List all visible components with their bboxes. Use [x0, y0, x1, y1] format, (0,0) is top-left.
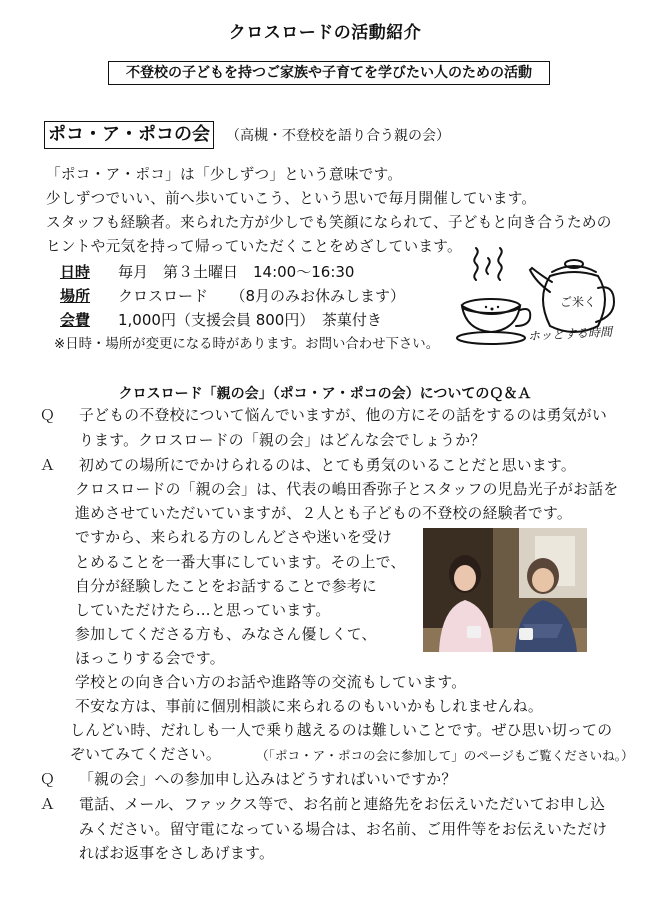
intro-line: 少しずつでいい、前へ歩いていこう、という思いで毎月開催しています。 — [46, 190, 537, 207]
a1-line: 進めさせていただいていますが、２人とも子どもの不登校の経験者です。 — [75, 505, 573, 522]
a1-line: していただけたら…と思っています。 — [75, 602, 331, 619]
info-label-fee: 会費 — [60, 311, 91, 329]
a1-line: ですから、来られる方のしんどさや迷いを受け — [75, 529, 393, 546]
a-mark: Ａ — [40, 457, 56, 474]
section-subtitle: （高槻・不登校を語り合う親の会） — [226, 128, 450, 144]
a1-line: 不安な方は、事前に個別相談に来られるのもいいかもしれませんね。 — [75, 698, 544, 715]
a1-line: ほっこりする会です。 — [75, 650, 225, 667]
a1-line: 初めての場所にでかけられるのは、とても勇気のいることだと思います。 — [79, 457, 577, 474]
info-value-datetime: 毎月 第３土曜日 14:00〜16:30 — [118, 263, 355, 281]
page-subtitle: 不登校の子どもを持つご家族や子育てを学びたい人のための活動 — [108, 61, 550, 85]
a1-line: しんどい時、だれしも一人で乗り越えるのは難しいことです。ぜひ思い切っての — [70, 722, 613, 739]
a1-line: クロスロードの「親の会」は、代表の嶋田香弥子とスタッフの児島光子がお話を — [75, 481, 619, 498]
qa-title: クロスロード「親の会」（ポコ・ア・ポコの会）についてのＱ＆Ａ — [118, 386, 532, 402]
a1-line: 学校との向き合い方のお話や進路等の交流もしています。 — [75, 674, 467, 691]
a2-line: 電話、メール、ファックス等で、お名前と連絡先をお伝えいただいてお申し込 — [79, 796, 606, 813]
q-mark: Ｑ — [40, 407, 56, 424]
section-title: ポコ・ア・ポコの会 — [44, 121, 214, 149]
a2-line: みください。留守電になっている場合は、お名前、ご用件等をお伝えいただけ — [79, 821, 608, 838]
a-mark: Ａ — [40, 796, 56, 813]
a1-line: 自分が経験したことをお話することで参考に — [75, 578, 377, 595]
info-value-place: クロスロード （8月のみお休みします） — [118, 287, 406, 305]
a1-line: とめることを一番大事にしています。その上で、 — [75, 554, 406, 571]
info-value-fee: 1,000円（支援会員 800円） 茶菓付き — [118, 311, 382, 329]
a1-line: ぞいてみてください。 — [70, 746, 221, 763]
info-note: ※日時・場所が変更になる時があります。お問い合わせ下さい。 — [54, 337, 440, 352]
info-label-datetime: 日時 — [60, 263, 91, 281]
steam-icon — [474, 248, 477, 280]
photo-two-staff — [423, 528, 587, 652]
q1-line: ります。クロスロードの「親の会」はどんな会でしょうか？ — [79, 432, 486, 449]
a1-line: 参加してくださる方も、みなさん優しくて、 — [75, 626, 377, 643]
q-mark: Ｑ — [40, 771, 56, 788]
info-label-place: 場所 — [60, 287, 91, 305]
a2-line: ればお返事をさしあげます。 — [79, 845, 275, 862]
page-title: クロスロードの活動紹介 — [228, 23, 422, 43]
illustration-caption: ホッとする時間 — [527, 324, 613, 344]
intro-line: ヒントや元気を持って帰っていただくことをめざしています。 — [46, 238, 462, 255]
teapot-text: ご米く — [560, 295, 597, 309]
a1-reference: （「ポコ・ア・ポコの会に参加して」のページもご覧くださいね。） — [256, 748, 634, 763]
intro-line: スタッフも経験者。来られた方が少しでも笑顔になられて、子どもと向き合うための — [46, 214, 612, 231]
q2-line: 「親の会」への参加申し込みはどうすればいいですか？ — [79, 771, 457, 788]
intro-line: 「ポコ・ア・ポコ」は「少しずつ」という意味です。 — [46, 166, 403, 183]
q1-line: 子どもの不登校について悩んでいますが、他の方にその話をするのは勇気がい — [79, 407, 608, 424]
